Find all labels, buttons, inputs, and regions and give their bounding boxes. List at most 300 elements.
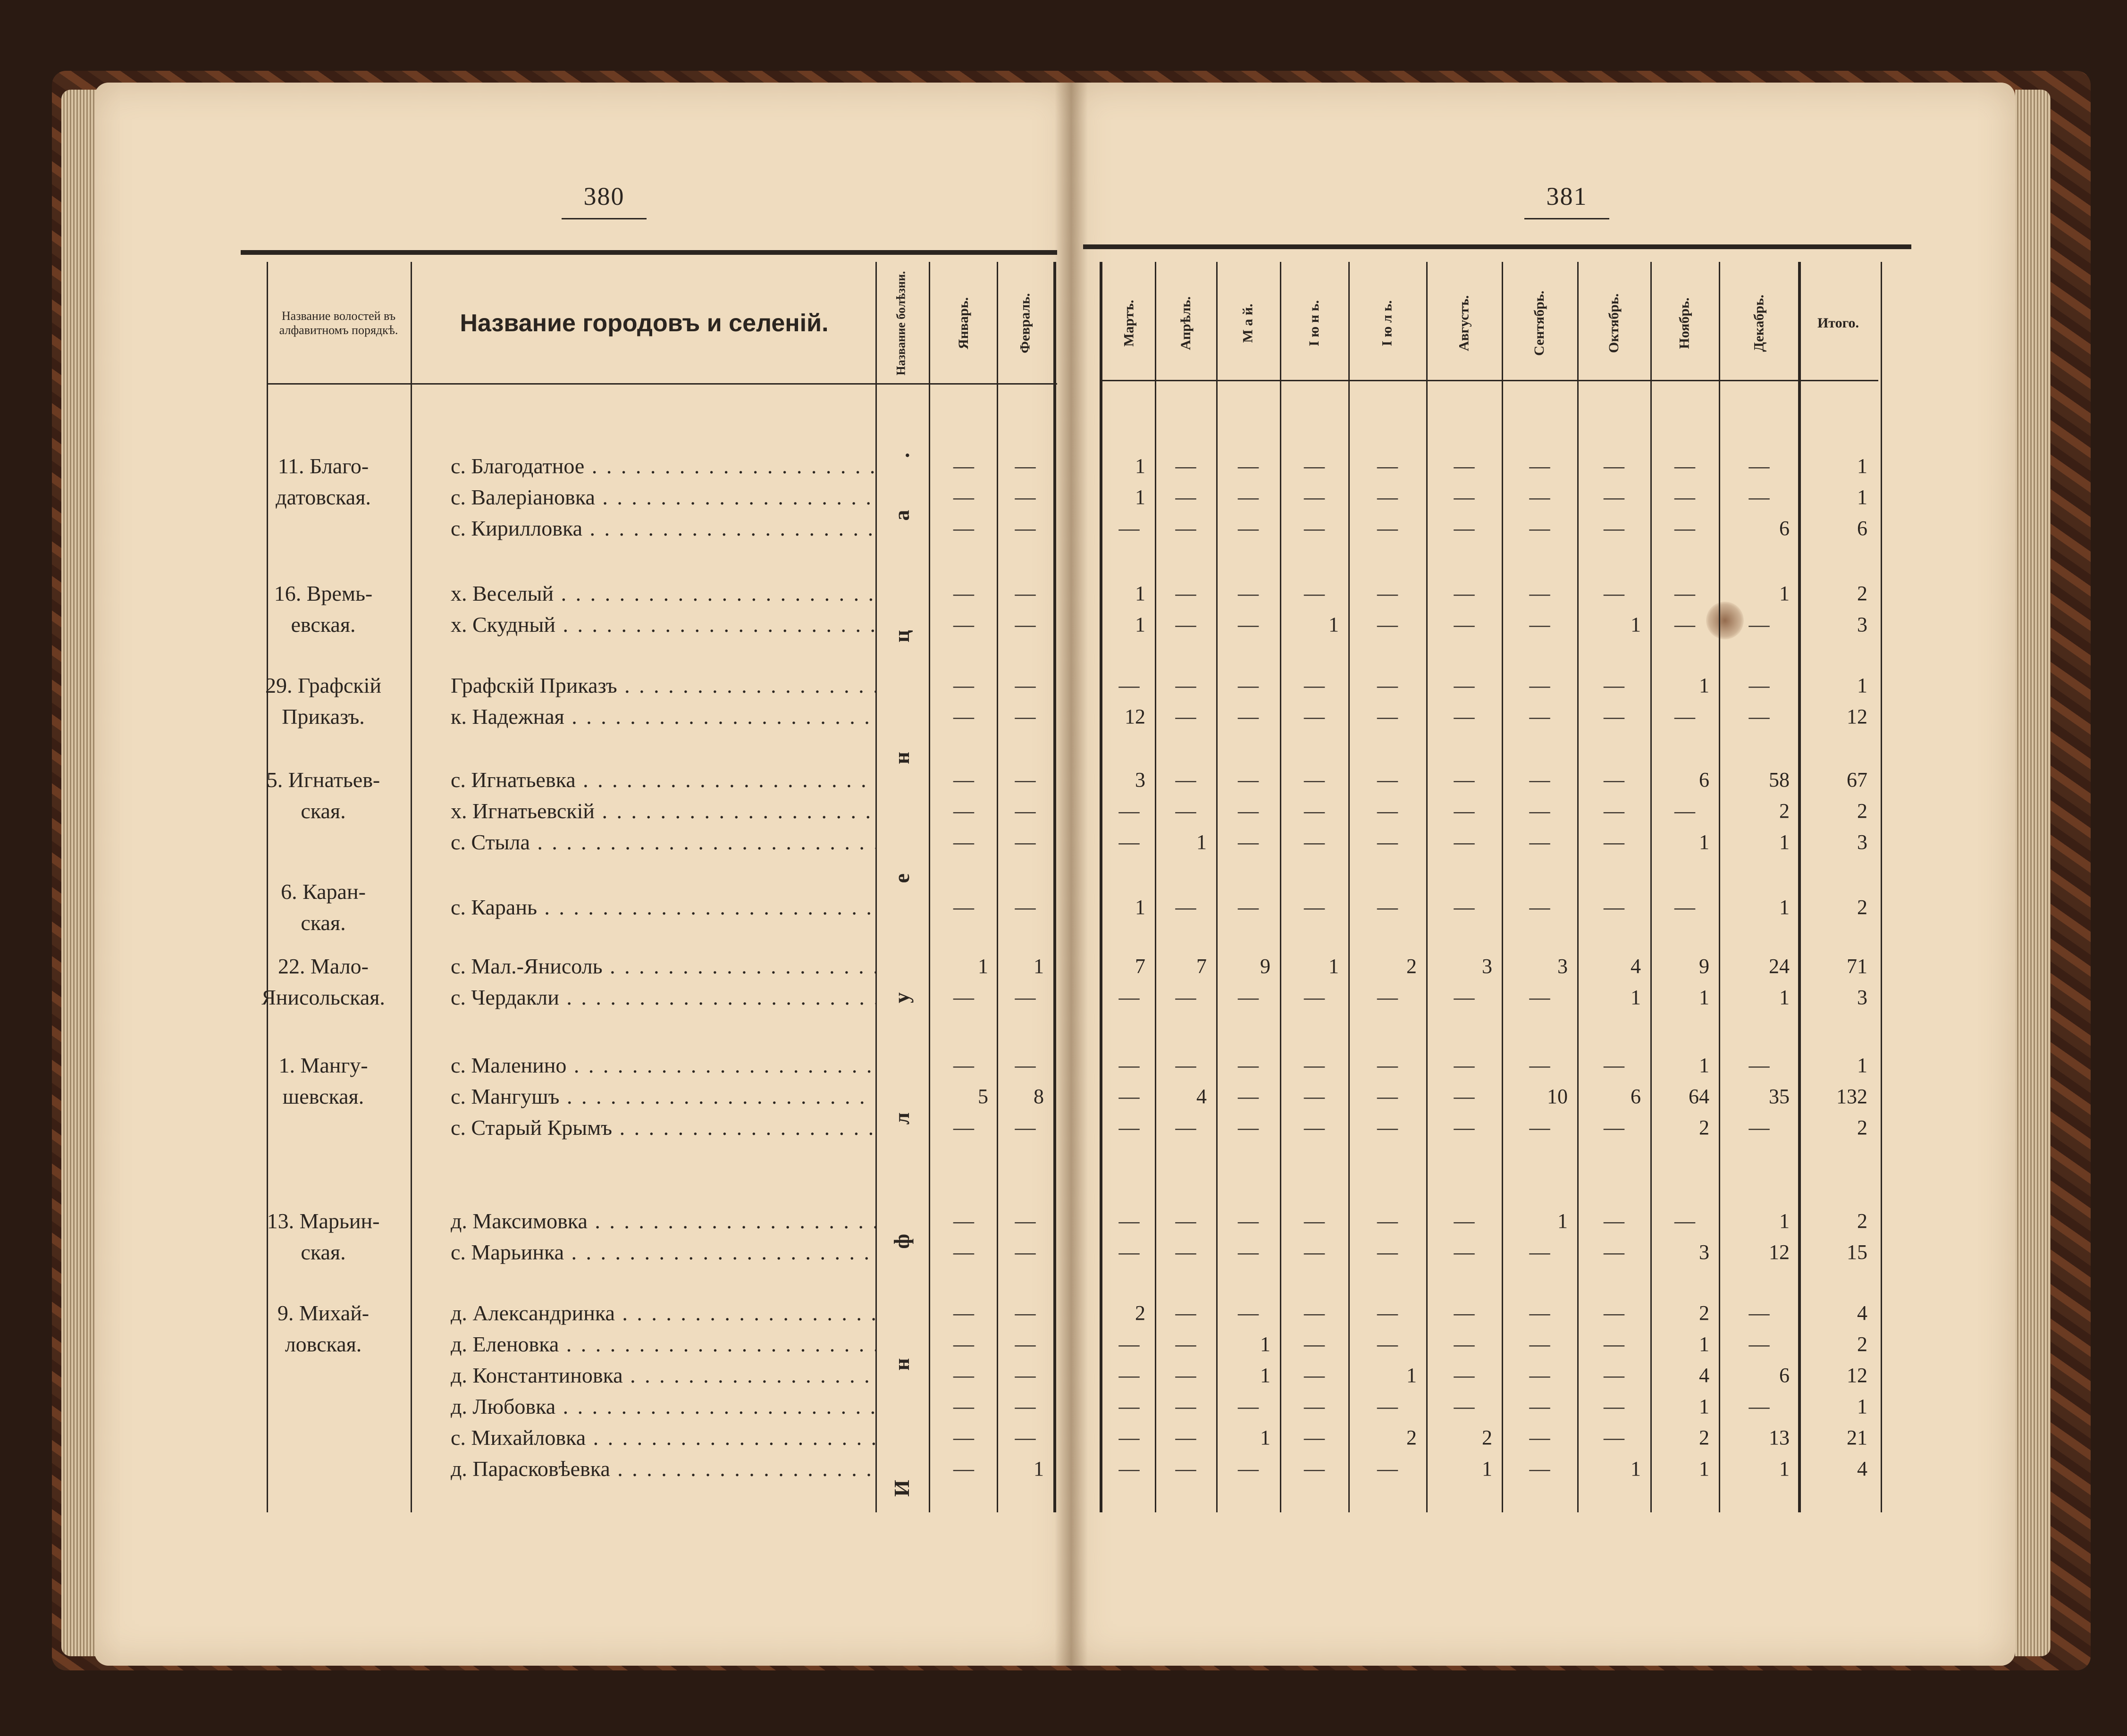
month-value: —	[1118, 1054, 1140, 1077]
total-value: 2	[1857, 799, 1867, 822]
month-value: —	[1015, 674, 1036, 697]
header-month: Апрѣль.	[1177, 296, 1194, 350]
month-value: —	[1674, 705, 1695, 728]
month-value: —	[1238, 1241, 1259, 1264]
place-name: с. Чердакли . . .	[451, 982, 875, 1013]
month-value: —	[1304, 799, 1325, 822]
month-value: 1	[1779, 830, 1790, 854]
month-value: —	[1304, 582, 1325, 605]
month-value: 1	[1260, 1364, 1270, 1387]
month-value: —	[1529, 830, 1550, 854]
month-value: —	[1015, 1301, 1036, 1325]
month-value: —	[953, 830, 974, 854]
month-value: —	[1454, 830, 1475, 854]
month-value: —	[1454, 1333, 1475, 1356]
total-value: 2	[1857, 1209, 1867, 1233]
month-value: —	[953, 582, 974, 605]
month-value: —	[1749, 1116, 1770, 1139]
month-value: —	[1749, 1301, 1770, 1325]
month-value: —	[1015, 1426, 1036, 1449]
month-value: —	[1529, 1364, 1550, 1387]
month-value: —	[1454, 613, 1475, 636]
total-value: 2	[1857, 1116, 1867, 1139]
month-value: —	[1015, 705, 1036, 728]
left-page-number: 380	[557, 182, 651, 211]
month-value: 12	[1769, 1241, 1790, 1264]
month-value: —	[1238, 486, 1259, 509]
month-value: 4	[1631, 955, 1641, 978]
month-value: —	[1118, 1333, 1140, 1356]
place-name: с. Игнатьевка . . .	[451, 764, 875, 796]
month-value: —	[1015, 1395, 1036, 1418]
month-value: —	[1454, 986, 1475, 1009]
month-value: —	[1238, 1054, 1259, 1077]
month-value: —	[1604, 799, 1624, 822]
month-value: —	[1304, 1209, 1325, 1233]
month-value: —	[1304, 674, 1325, 697]
month-value: —	[1175, 1116, 1196, 1139]
month-value: —	[1175, 613, 1196, 636]
month-value: —	[1238, 830, 1259, 854]
month-value: —	[1238, 517, 1259, 540]
month-value: —	[1238, 1457, 1259, 1480]
month-value: —	[1118, 1209, 1140, 1233]
month-value: —	[1175, 1395, 1196, 1418]
month-value: —	[1118, 1241, 1140, 1264]
month-value: 1	[1135, 582, 1145, 605]
month-value: 7	[1196, 955, 1207, 978]
month-value: —	[1377, 705, 1398, 728]
month-value: 1	[1631, 1457, 1641, 1480]
month-value: 10	[1547, 1085, 1568, 1108]
month-value: —	[1529, 1426, 1550, 1449]
month-value: —	[1529, 1333, 1550, 1356]
total-value: 12	[1847, 1364, 1867, 1387]
month-value: —	[1529, 486, 1550, 509]
month-value: —	[1529, 799, 1550, 822]
month-value: 1	[1135, 454, 1145, 478]
header-month: Августъ.	[1456, 295, 1472, 352]
month-value: —	[1454, 582, 1475, 605]
month-value: —	[1304, 830, 1325, 854]
month-value: 6	[1779, 517, 1790, 540]
month-value: —	[1377, 1457, 1398, 1480]
book-gutter	[1055, 83, 1088, 1666]
month-value: —	[1604, 705, 1624, 728]
month-value: 1	[1631, 613, 1641, 636]
month-value: 6	[1779, 1364, 1790, 1387]
month-value: —	[1674, 896, 1695, 919]
month-value: —	[1749, 613, 1770, 636]
total-value: 132	[1836, 1085, 1867, 1108]
month-value: 8	[1034, 1085, 1044, 1108]
month-value: —	[1377, 1085, 1398, 1108]
month-value: 1	[1779, 1209, 1790, 1233]
total-value: 12	[1847, 705, 1867, 728]
month-value: —	[1304, 1457, 1325, 1480]
volost-name: 16. Времь- евская.	[274, 581, 373, 637]
month-value: —	[1377, 768, 1398, 791]
month-value: —	[1377, 1116, 1398, 1139]
month-value: —	[953, 1116, 974, 1139]
month-value: —	[1604, 517, 1624, 540]
month-value: —	[1377, 674, 1398, 697]
month-value: —	[1238, 582, 1259, 605]
table-top-rule-right	[1083, 244, 1911, 249]
month-value: —	[953, 1301, 974, 1325]
month-value: 1	[1699, 1457, 1709, 1480]
month-value: —	[953, 486, 974, 509]
place-name: с. Мангушъ . . .	[451, 1081, 875, 1112]
month-value: —	[1304, 1241, 1325, 1264]
total-value: 3	[1857, 986, 1867, 1009]
place-name: с. Мал.-Янисоль . . .	[451, 951, 875, 982]
month-value: —	[1749, 454, 1770, 478]
month-value: —	[1377, 1209, 1398, 1233]
month-value: 58	[1769, 768, 1790, 791]
month-value: 12	[1125, 705, 1145, 728]
month-value: —	[1377, 454, 1398, 478]
place-name: х. Скудный . . .	[451, 609, 875, 640]
month-value: —	[1674, 517, 1695, 540]
total-value: 2	[1857, 896, 1867, 919]
place-name: д. Константиновка . . .	[451, 1360, 875, 1391]
month-value: —	[1015, 486, 1036, 509]
header-disease: Название болѣзни.	[894, 271, 908, 376]
month-value: —	[1304, 1426, 1325, 1449]
volost-name: 29. Графскій Приказъ.	[265, 673, 382, 729]
header-month: Февраль.	[1017, 293, 1033, 353]
month-value: —	[953, 1241, 974, 1264]
total-value: 71	[1847, 955, 1867, 978]
month-value: —	[1749, 674, 1770, 697]
month-value: —	[1454, 1364, 1475, 1387]
month-value: 1	[1260, 1426, 1270, 1449]
month-value: —	[1175, 486, 1196, 509]
month-value: —	[1118, 1426, 1140, 1449]
month-value: —	[1175, 986, 1196, 1009]
month-value: 1	[1779, 986, 1790, 1009]
month-value: —	[1377, 1054, 1398, 1077]
column-rule	[1100, 262, 1102, 1512]
month-value: —	[1015, 1054, 1036, 1077]
disease-name: И н ф л у е н ц а.	[889, 400, 914, 1497]
month-value: —	[1604, 454, 1624, 478]
month-value: —	[1377, 486, 1398, 509]
month-value: —	[1529, 1241, 1550, 1264]
month-value: —	[1015, 582, 1036, 605]
total-value: 67	[1847, 768, 1867, 791]
month-value: 2	[1699, 1116, 1709, 1139]
month-value: —	[1238, 613, 1259, 636]
month-value: 1	[1699, 1054, 1709, 1077]
volost-name: 9. Михай- ловская.	[277, 1301, 370, 1356]
month-value: —	[1015, 517, 1036, 540]
month-value: —	[1604, 1364, 1624, 1387]
header-month: Сентябрь.	[1531, 290, 1547, 356]
month-value: —	[1304, 454, 1325, 478]
month-value: —	[1175, 768, 1196, 791]
total-value: 1	[1857, 486, 1867, 509]
month-value: 7	[1135, 955, 1145, 978]
month-value: —	[953, 1333, 974, 1356]
month-value: —	[1604, 1333, 1624, 1356]
month-value: —	[953, 517, 974, 540]
month-value: —	[953, 986, 974, 1009]
place-name: к. Надежная . . .	[451, 701, 875, 732]
month-value: —	[1238, 799, 1259, 822]
month-value: 3	[1557, 955, 1568, 978]
month-value: —	[1377, 986, 1398, 1009]
month-value: —	[1454, 1395, 1475, 1418]
volost-name: 22. Мало- Янисольская.	[261, 954, 385, 1009]
month-value: —	[1529, 705, 1550, 728]
month-value: —	[1454, 1301, 1475, 1325]
place-name: Графскій Приказъ . . .	[451, 670, 875, 701]
month-value: 1	[1699, 986, 1709, 1009]
month-value: —	[1015, 799, 1036, 822]
month-value: —	[1604, 896, 1624, 919]
month-value: —	[1377, 896, 1398, 919]
header-month: Мартъ.	[1121, 300, 1137, 347]
month-value: —	[1238, 1085, 1259, 1108]
month-value: —	[1304, 1116, 1325, 1139]
month-value: —	[1454, 799, 1475, 822]
month-value: 1	[1196, 830, 1207, 854]
month-value: —	[1238, 986, 1259, 1009]
month-value: 9	[1699, 955, 1709, 978]
table-top-rule-left	[241, 250, 1057, 255]
month-value: 2	[1779, 799, 1790, 822]
month-value: —	[1238, 1116, 1259, 1139]
month-value: —	[953, 613, 974, 636]
volost-name: 5. Игнатьев- ская.	[266, 768, 380, 823]
month-value: —	[1749, 1395, 1770, 1418]
month-value: 2	[1406, 1426, 1417, 1449]
month-value: —	[953, 768, 974, 791]
month-value: —	[1304, 1054, 1325, 1077]
place-name: с. Благодатное . . .	[451, 451, 875, 482]
month-value: —	[1015, 613, 1036, 636]
place-name: х. Игнатьевскій . . .	[451, 796, 875, 827]
header-month: Декабрь.	[1751, 294, 1767, 352]
month-value: —	[1454, 896, 1475, 919]
month-value: 4	[1699, 1364, 1709, 1387]
month-value: —	[953, 799, 974, 822]
month-value: —	[1304, 1301, 1325, 1325]
total-value: 1	[1857, 1395, 1867, 1418]
column-rule	[1881, 262, 1882, 1512]
month-value: —	[1604, 674, 1624, 697]
volost-name: 1. Мангу- шевская.	[278, 1053, 368, 1108]
month-value: —	[953, 1209, 974, 1233]
month-value: 1	[1135, 486, 1145, 509]
place-name: с. Михайловка . . .	[451, 1422, 875, 1453]
month-value: —	[1674, 454, 1695, 478]
month-value: 5	[978, 1085, 988, 1108]
month-value: —	[1604, 1054, 1624, 1077]
place-name: с. Карань . . .	[451, 892, 875, 923]
total-value: 2	[1857, 582, 1867, 605]
month-value: —	[1674, 799, 1695, 822]
month-value: —	[1529, 613, 1550, 636]
month-value: —	[1377, 582, 1398, 605]
month-value: —	[1175, 896, 1196, 919]
month-value: —	[1238, 1395, 1259, 1418]
month-value: —	[1015, 1364, 1036, 1387]
month-value: —	[1118, 517, 1140, 540]
month-value: —	[1604, 1241, 1624, 1264]
place-name: д. Александринка . . .	[451, 1298, 875, 1329]
month-value: —	[1529, 1054, 1550, 1077]
month-value: 2	[1699, 1301, 1709, 1325]
month-value: —	[1674, 1209, 1695, 1233]
total-value: 4	[1857, 1301, 1867, 1325]
month-value: —	[1015, 830, 1036, 854]
month-value: —	[1304, 705, 1325, 728]
month-value: —	[1175, 1333, 1196, 1356]
month-value: —	[953, 674, 974, 697]
month-value: —	[1304, 1395, 1325, 1418]
month-value: —	[1175, 799, 1196, 822]
month-value: 64	[1689, 1085, 1709, 1108]
header-month: Октябрь.	[1606, 293, 1622, 353]
place-name: с. Маленино . . .	[451, 1050, 875, 1081]
month-value: —	[1175, 1364, 1196, 1387]
month-value: —	[1749, 705, 1770, 728]
month-value: —	[1454, 1054, 1475, 1077]
month-value: —	[1529, 768, 1550, 791]
month-value: —	[1529, 896, 1550, 919]
month-value: 1	[1328, 955, 1339, 978]
month-value: —	[1604, 1209, 1624, 1233]
month-value: —	[1304, 1333, 1325, 1356]
month-value: 2	[1699, 1426, 1709, 1449]
month-value: —	[1377, 799, 1398, 822]
month-value: —	[1238, 768, 1259, 791]
page-edges-right	[2015, 90, 2051, 1656]
month-value: 1	[978, 955, 988, 978]
month-value: 9	[1260, 955, 1270, 978]
month-value: 1	[1699, 1333, 1709, 1356]
page-edges-left	[61, 90, 97, 1656]
month-value: —	[1454, 517, 1475, 540]
month-value: 1	[1779, 582, 1790, 605]
place-name: х. Веселый . . .	[451, 578, 875, 609]
month-value: 1	[1779, 896, 1790, 919]
month-value: —	[1238, 1209, 1259, 1233]
month-value: —	[1529, 454, 1550, 478]
month-value: —	[1118, 1085, 1140, 1108]
month-value: —	[1454, 486, 1475, 509]
month-value: —	[1015, 1333, 1036, 1356]
month-value: —	[1749, 486, 1770, 509]
volost-name: 11. Благо- датовская.	[276, 454, 371, 509]
month-value: —	[1015, 454, 1036, 478]
column-rule	[1053, 262, 1056, 1512]
month-value: —	[953, 705, 974, 728]
month-value: —	[1529, 1395, 1550, 1418]
month-value: —	[1304, 486, 1325, 509]
month-value: —	[1377, 1395, 1398, 1418]
total-value: 21	[1847, 1426, 1867, 1449]
month-value: —	[1604, 768, 1624, 791]
month-value: —	[1454, 1085, 1475, 1108]
month-value: —	[1304, 1364, 1325, 1387]
month-value: 1	[1482, 1457, 1492, 1480]
month-value: —	[953, 1426, 974, 1449]
month-value: —	[1118, 799, 1140, 822]
month-value: —	[1238, 896, 1259, 919]
month-value: 3	[1482, 955, 1492, 978]
month-value: —	[1015, 1116, 1036, 1139]
month-value: —	[1118, 674, 1140, 697]
month-value: 1	[1779, 1457, 1790, 1480]
header-month: I ю л ь.	[1379, 300, 1395, 346]
month-value: 6	[1631, 1085, 1641, 1108]
header-volost: Название волостей въ алфавитномъ порядкѣ.	[279, 309, 398, 337]
month-value: 1	[1406, 1364, 1417, 1387]
month-value: —	[1238, 705, 1259, 728]
month-value: —	[1118, 1364, 1140, 1387]
month-value: —	[1175, 1457, 1196, 1480]
month-value: —	[1377, 1301, 1398, 1325]
month-value: —	[1304, 896, 1325, 919]
month-value: —	[1175, 1426, 1196, 1449]
month-value: —	[1529, 1457, 1550, 1480]
month-value: —	[1454, 674, 1475, 697]
header-month: I ю н ь.	[1306, 300, 1322, 346]
place-name: с. Кирилловка . . .	[451, 513, 875, 544]
total-value: 3	[1857, 830, 1867, 854]
month-value: —	[1015, 1241, 1036, 1264]
month-value: —	[1454, 705, 1475, 728]
month-value: —	[953, 1457, 974, 1480]
month-value: —	[1377, 613, 1398, 636]
month-value: —	[1175, 454, 1196, 478]
month-value: —	[1015, 896, 1036, 919]
month-value: 1	[1328, 613, 1339, 636]
month-value: —	[1118, 986, 1140, 1009]
month-value: 1	[1699, 1395, 1709, 1418]
month-value: —	[1118, 1116, 1140, 1139]
month-value: —	[1175, 1241, 1196, 1264]
month-value: —	[1175, 705, 1196, 728]
month-value: —	[1238, 674, 1259, 697]
month-value: —	[1175, 1209, 1196, 1233]
month-value: —	[1604, 830, 1624, 854]
month-value: —	[1377, 830, 1398, 854]
month-value: —	[1529, 517, 1550, 540]
month-value: —	[1377, 1333, 1398, 1356]
month-value: —	[1304, 517, 1325, 540]
month-value: —	[1377, 1241, 1398, 1264]
month-value: —	[1175, 1054, 1196, 1077]
month-value: —	[1175, 1301, 1196, 1325]
column-rule	[929, 262, 930, 1512]
total-value: 3	[1857, 613, 1867, 636]
month-value: 2	[1482, 1426, 1492, 1449]
place-name: д. Максимовка . . .	[451, 1206, 875, 1237]
month-value: —	[1304, 1085, 1325, 1108]
month-value: —	[1118, 1395, 1140, 1418]
header-places: Название городовъ и селеній.	[460, 310, 829, 337]
month-value: —	[1604, 486, 1624, 509]
month-value: —	[1304, 768, 1325, 791]
header-month: Январь.	[955, 297, 971, 350]
place-name: д. Парасковѣевка . . .	[451, 1453, 875, 1484]
month-value: —	[1529, 674, 1550, 697]
